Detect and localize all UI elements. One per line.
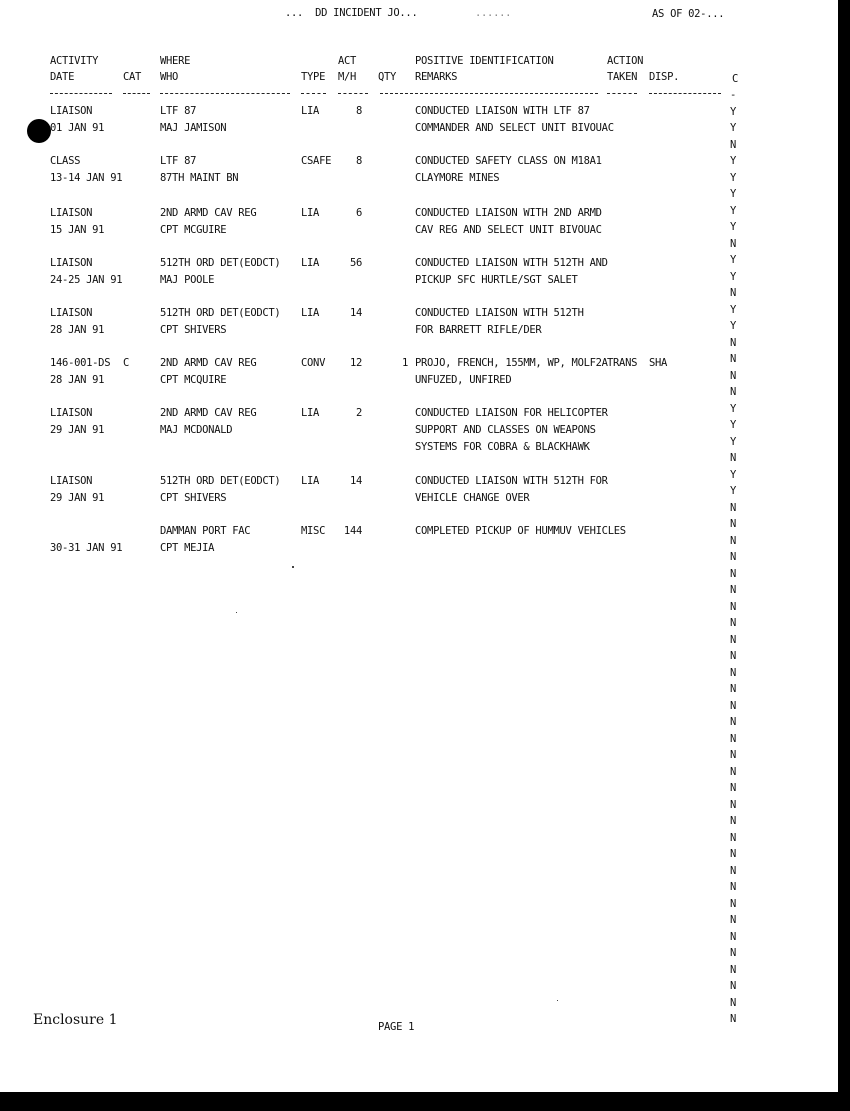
c-flag: Y <box>730 105 737 118</box>
where-location: 512TH ORD DET(EODCT) <box>160 307 281 319</box>
man-hours: 144 <box>343 525 362 537</box>
c-flag: N <box>730 600 737 613</box>
c-flag: N <box>730 963 737 976</box>
scan-speck <box>557 1000 558 1001</box>
activity-date: 28 JAN 91 <box>50 374 105 386</box>
activity-date: 24-25 JAN 91 <box>50 274 123 286</box>
c-flag: N <box>730 518 737 530</box>
activity-code: MISC <box>301 525 326 537</box>
activity-date: 29 JAN 91 <box>50 492 105 504</box>
remarks-line: CONDUCTED LIAISON FOR HELICOPTER <box>415 407 608 419</box>
c-flag: Y <box>730 254 737 266</box>
where-location: 2ND ARMD CAV REG <box>160 207 257 219</box>
where-location: LTF 87 <box>160 105 197 117</box>
activity-code: LIA <box>301 257 320 269</box>
page-number: PAGE 1 <box>378 1021 415 1033</box>
activity-code: LIA <box>301 207 320 219</box>
man-hours: 12 <box>349 357 362 369</box>
c-flag: Y <box>730 435 737 448</box>
c-flag: N <box>730 930 737 943</box>
col-qty: QTY <box>378 71 397 83</box>
c-flag: N <box>730 584 737 596</box>
remarks-line: CONDUCTED SAFETY CLASS ON M18A1 <box>415 155 602 167</box>
where-location: 512TH ORD DET(EODCT) <box>160 257 281 269</box>
c-flag: N <box>730 138 737 151</box>
c-flag: N <box>730 683 737 695</box>
c-flag: N <box>730 287 737 299</box>
c-flag: N <box>730 1013 737 1025</box>
c-flag: N <box>730 897 737 910</box>
remarks-line: CONDUCTED LIAISON WITH 512TH <box>415 307 584 319</box>
c-flag: - <box>730 89 737 101</box>
col-remarks: REMARKS <box>415 71 458 83</box>
col-cat: CAT <box>123 71 142 83</box>
activity-type: LIAISON <box>50 407 93 419</box>
report-title-faded: ...... <box>475 7 512 19</box>
who-contact: CPT SHIVERS <box>160 492 227 504</box>
man-hours: 8 <box>355 105 362 117</box>
c-flag: N <box>730 732 737 745</box>
col-positive-id: POSITIVE IDENTIFICATION <box>415 55 554 67</box>
c-flag: Y <box>730 155 737 167</box>
c-flag: N <box>730 386 737 398</box>
c-flag: N <box>730 617 737 629</box>
c-flag: Y <box>730 419 737 431</box>
c-flag: Y <box>730 122 737 134</box>
remarks-line: CAV REG AND SELECT UNIT BIVOUAC <box>415 224 602 236</box>
c-flag: Y <box>730 320 737 332</box>
activity-date: 30-31 JAN 91 <box>50 542 123 554</box>
man-hours: 8 <box>355 155 362 167</box>
remarks-line: PROJO, FRENCH, 155MM, WP, MOLF2A <box>415 357 608 369</box>
activity-code: LIA <box>301 105 320 117</box>
col-activity: ACTIVITY <box>50 55 99 67</box>
remarks-line: CLAYMORE MINES <box>415 172 500 184</box>
activity-code: LIA <box>301 475 320 487</box>
c-flag: N <box>730 716 737 728</box>
col-where: WHERE <box>160 55 191 67</box>
c-flag: N <box>730 765 737 778</box>
activity-date: 01 JAN 91 <box>50 122 105 134</box>
man-hours: 2 <box>355 407 362 419</box>
c-flag: N <box>730 815 737 827</box>
c-flag: Y <box>730 303 737 316</box>
where-location: 2ND ARMD CAV REG <box>160 357 257 369</box>
where-location: 2ND ARMD CAV REG <box>160 407 257 419</box>
who-contact: MAJ POOLE <box>160 274 215 286</box>
remarks-line: PICKUP SFC HURTLE/SGT SALET <box>415 274 578 286</box>
activity-type: LIAISON <box>50 207 93 219</box>
activity-code: LIA <box>301 407 320 419</box>
c-flag: N <box>730 534 737 547</box>
c-flag: Y <box>730 188 737 200</box>
remarks-line: SYSTEMS FOR COBRA & BLACKHAWK <box>415 441 590 453</box>
col-action: ACTION <box>607 55 644 67</box>
c-flag: N <box>730 452 737 464</box>
remarks-line: SUPPORT AND CLASSES ON WEAPONS <box>415 424 596 436</box>
activity-date: 13-14 JAN 91 <box>50 172 123 184</box>
c-flag: Y <box>730 402 737 415</box>
c-flag: N <box>730 996 737 1009</box>
remarks-line: COMPLETED PICKUP OF HUMMUV VEHICLES <box>415 525 626 537</box>
who-contact: CPT SHIVERS <box>160 324 227 336</box>
where-location: 512TH ORD DET(EODCT) <box>160 475 281 487</box>
who-contact: CPT MCGUIRE <box>160 224 227 236</box>
c-flag: N <box>730 782 737 794</box>
activity-type: LIAISON <box>50 475 93 487</box>
c-flag: N <box>730 353 737 365</box>
remarks-line: CONDUCTED LIAISON WITH 512TH FOR <box>415 475 608 487</box>
scan-speck <box>292 566 294 568</box>
c-flag: N <box>730 749 737 761</box>
activity-type: LIAISON <box>50 307 93 319</box>
c-flag: N <box>730 947 737 959</box>
remarks-line: CONDUCTED LIAISON WITH 2ND ARMD <box>415 207 602 219</box>
c-flag: Y <box>730 204 737 217</box>
c-flag: N <box>730 551 737 563</box>
c-flag: N <box>730 831 737 844</box>
where-location: DAMMAN PORT FAC <box>160 525 251 537</box>
col-disp: DISP. <box>649 71 680 83</box>
c-flag: N <box>730 881 737 893</box>
c-flag: N <box>730 864 737 877</box>
col-c: C <box>732 73 739 85</box>
col-date: DATE <box>50 71 75 83</box>
c-flag: N <box>730 369 737 382</box>
who-contact: CPT MEJIA <box>160 542 215 554</box>
remarks-line: CONDUCTED LIAISON WITH LTF 87 <box>415 105 590 117</box>
c-flag: Y <box>730 171 737 184</box>
scan-speck <box>236 612 237 613</box>
man-hours: 6 <box>355 207 362 219</box>
c-flag: N <box>730 501 737 514</box>
as-of-date: AS OF 02-... <box>652 8 725 20</box>
col-type: TYPE <box>301 71 326 83</box>
who-contact: MAJ JAMISON <box>160 122 227 134</box>
man-hours: 14 <box>349 475 362 487</box>
remarks-line: CONDUCTED LIAISON WITH 512TH AND <box>415 257 608 269</box>
c-flag: Y <box>730 485 737 497</box>
quantity: 1 <box>401 357 408 369</box>
activity-type: LIAISON <box>50 257 93 269</box>
action-taken: TRANS <box>607 357 638 369</box>
disposition: SHA <box>649 357 668 369</box>
c-flag: N <box>730 848 737 860</box>
remarks-line: VEHICLE CHANGE OVER <box>415 492 530 504</box>
activity-date: 29 JAN 91 <box>50 424 105 436</box>
who-contact: 87TH MAINT BN <box>160 172 239 184</box>
col-mh: M/H <box>338 71 357 83</box>
activity-code: CONV <box>301 357 326 369</box>
col-who: WHO <box>160 71 179 83</box>
scan-border-bottom <box>0 1092 850 1111</box>
c-flag: N <box>730 980 737 992</box>
category: C <box>123 357 130 369</box>
who-contact: CPT MCQUIRE <box>160 374 227 386</box>
man-hours: 14 <box>349 307 362 319</box>
activity-type: CLASS <box>50 155 81 167</box>
remarks-line: COMMANDER AND SELECT UNIT BIVOUAC <box>415 122 614 134</box>
activity-code: LIA <box>301 307 320 319</box>
who-contact: MAJ MCDONALD <box>160 424 233 436</box>
c-flag: N <box>730 567 737 580</box>
activity-type: 146-001-DS <box>50 357 111 369</box>
c-flag: N <box>730 798 737 811</box>
scan-border-right <box>838 0 850 1111</box>
man-hours: 56 <box>349 257 362 269</box>
c-flag: N <box>730 633 737 646</box>
where-location: LTF 87 <box>160 155 197 167</box>
activity-type: LIAISON <box>50 105 93 117</box>
c-flag: N <box>730 336 737 349</box>
enclosure-label: Enclosure 1 <box>33 1012 118 1028</box>
activity-date: 28 JAN 91 <box>50 324 105 336</box>
c-flag: N <box>730 650 737 662</box>
remarks-line: FOR BARRETT RIFLE/DER <box>415 324 542 336</box>
c-flag: N <box>730 666 737 679</box>
c-flag: N <box>730 237 737 250</box>
report-title: ... DD INCIDENT JO... <box>285 7 418 19</box>
c-flag: Y <box>730 270 737 283</box>
c-flag: Y <box>730 468 737 481</box>
col-taken: TAKEN <box>607 71 638 83</box>
c-flag: N <box>730 914 737 926</box>
remarks-line: UNFUZED, UNFIRED <box>415 374 512 386</box>
activity-date: 15 JAN 91 <box>50 224 105 236</box>
hole-punch-mark <box>27 119 51 143</box>
activity-code: CSAFE <box>301 155 332 167</box>
c-flag: N <box>730 699 737 712</box>
col-act: ACT <box>338 55 357 67</box>
c-flag: Y <box>730 221 737 233</box>
